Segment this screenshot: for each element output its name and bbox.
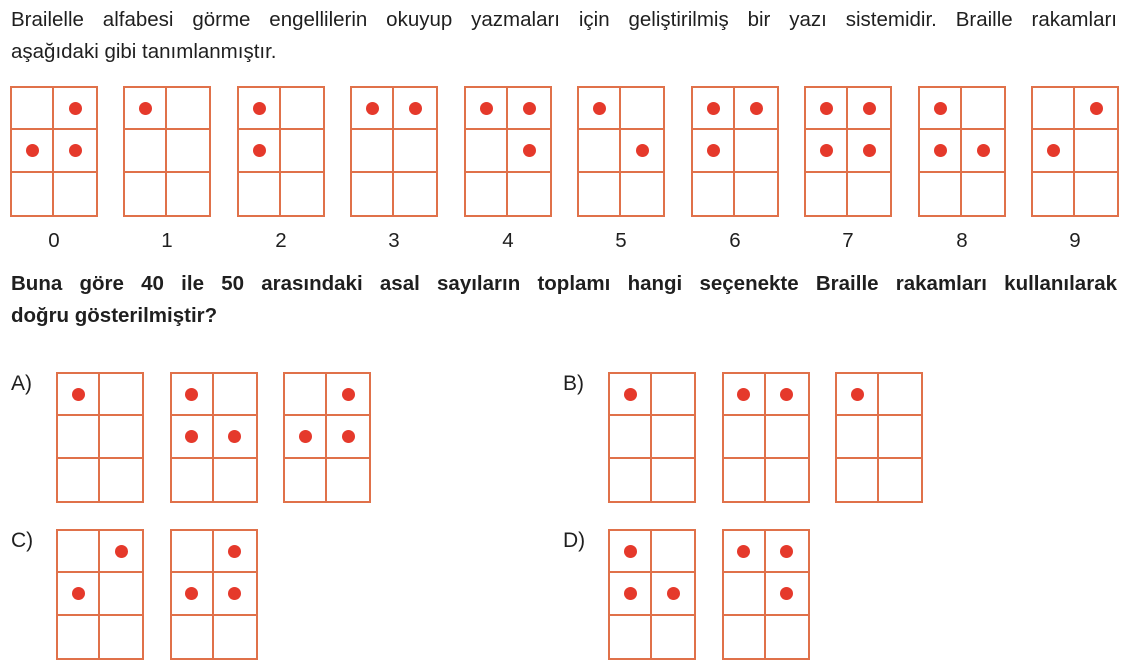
- braille-slot: [766, 616, 808, 658]
- braille-dot: [480, 102, 493, 115]
- question-line-2: doğru gösterilmiştir?: [11, 304, 218, 327]
- braille-slot: [285, 374, 327, 416]
- braille-slot: [920, 88, 962, 130]
- braille-dot: [342, 430, 355, 443]
- braille-cell-8: [918, 86, 1006, 217]
- braille-dot: [977, 144, 990, 157]
- braille-slot: [172, 374, 214, 416]
- braille-slot: [100, 416, 142, 458]
- braille-slot: [466, 88, 508, 130]
- braille-slot: [837, 416, 879, 458]
- braille-slot: [1075, 173, 1117, 215]
- braille-dot: [667, 587, 680, 600]
- braille-slot: [806, 173, 848, 215]
- braille-dot: [26, 144, 39, 157]
- option-b-cell-1: [608, 372, 696, 503]
- braille-slot: [214, 531, 256, 573]
- braille-dot: [707, 102, 720, 115]
- braille-cell-1: [123, 86, 211, 217]
- braille-slot: [652, 459, 694, 501]
- braille-cell-7: [804, 86, 892, 217]
- braille-dot: [342, 388, 355, 401]
- braille-dot: [139, 102, 152, 115]
- digit-label-1: 1: [161, 229, 173, 252]
- digit-label-9: 9: [1069, 229, 1081, 252]
- option-label-a[interactable]: A): [11, 372, 32, 395]
- braille-slot: [167, 130, 209, 172]
- braille-slot: [579, 130, 621, 172]
- braille-slot: [327, 374, 369, 416]
- braille-dot: [185, 587, 198, 600]
- braille-slot: [693, 173, 735, 215]
- braille-slot: [610, 374, 652, 416]
- braille-slot: [962, 173, 1004, 215]
- braille-slot: [652, 416, 694, 458]
- braille-slot: [920, 130, 962, 172]
- braille-slot: [214, 459, 256, 501]
- braille-slot: [58, 531, 100, 573]
- digit-label-8: 8: [956, 229, 968, 252]
- braille-slot: [12, 88, 54, 130]
- braille-slot: [766, 573, 808, 615]
- braille-slot: [579, 173, 621, 215]
- braille-slot: [735, 88, 777, 130]
- braille-slot: [652, 573, 694, 615]
- braille-dot: [299, 430, 312, 443]
- digit-label-7: 7: [842, 229, 854, 252]
- braille-slot: [879, 374, 921, 416]
- braille-dot: [185, 388, 198, 401]
- braille-slot: [724, 531, 766, 573]
- braille-dot: [185, 430, 198, 443]
- braille-dot: [228, 545, 241, 558]
- braille-slot: [100, 531, 142, 573]
- braille-slot: [239, 130, 281, 172]
- intro-line-2: aşağıdaki gibi tanımlanmıştır.: [11, 40, 277, 63]
- braille-slot: [239, 173, 281, 215]
- braille-slot: [167, 173, 209, 215]
- braille-slot: [125, 130, 167, 172]
- braille-slot: [100, 616, 142, 658]
- braille-slot: [621, 173, 663, 215]
- braille-slot: [766, 374, 808, 416]
- braille-slot: [214, 573, 256, 615]
- braille-cell-0: [10, 86, 98, 217]
- option-d-cell-1: [608, 529, 696, 660]
- braille-slot: [58, 416, 100, 458]
- braille-slot: [214, 416, 256, 458]
- braille-slot: [879, 416, 921, 458]
- digit-label-0: 0: [48, 229, 60, 252]
- braille-slot: [54, 173, 96, 215]
- digit-label-2: 2: [275, 229, 287, 252]
- braille-slot: [281, 88, 323, 130]
- braille-slot: [806, 88, 848, 130]
- braille-slot: [327, 459, 369, 501]
- braille-dot: [737, 545, 750, 558]
- braille-slot: [610, 616, 652, 658]
- braille-cell-6: [691, 86, 779, 217]
- digit-label-6: 6: [729, 229, 741, 252]
- braille-dot: [228, 430, 241, 443]
- braille-slot: [125, 88, 167, 130]
- braille-slot: [172, 573, 214, 615]
- braille-dot: [780, 545, 793, 558]
- braille-slot: [508, 130, 550, 172]
- braille-slot: [172, 416, 214, 458]
- option-b-cell-2: [722, 372, 810, 503]
- braille-dot: [253, 102, 266, 115]
- braille-slot: [58, 374, 100, 416]
- braille-dot: [707, 144, 720, 157]
- digit-label-5: 5: [615, 229, 627, 252]
- braille-slot: [579, 88, 621, 130]
- braille-dot: [366, 102, 379, 115]
- braille-slot: [172, 531, 214, 573]
- braille-slot: [239, 88, 281, 130]
- braille-slot: [879, 459, 921, 501]
- braille-slot: [12, 130, 54, 172]
- braille-slot: [652, 616, 694, 658]
- braille-slot: [962, 88, 1004, 130]
- braille-slot: [285, 459, 327, 501]
- braille-slot: [920, 173, 962, 215]
- question-line-1: Buna göre 40 ile 50 arasındaki asal sayıların toplamı hangi seçenekte Braille rakamları kullanılarak: [11, 272, 1117, 295]
- braille-dot: [934, 144, 947, 157]
- braille-dot: [72, 587, 85, 600]
- braille-slot: [394, 173, 436, 215]
- braille-dot: [851, 388, 864, 401]
- option-c-cell-2: [170, 529, 258, 660]
- braille-dot: [69, 102, 82, 115]
- braille-slot: [100, 459, 142, 501]
- digit-label-3: 3: [388, 229, 400, 252]
- option-b-cell-3: [835, 372, 923, 503]
- braille-slot: [652, 531, 694, 573]
- braille-slot: [621, 88, 663, 130]
- braille-slot: [610, 531, 652, 573]
- braille-dot: [863, 102, 876, 115]
- braille-dot: [1090, 102, 1103, 115]
- braille-slot: [100, 573, 142, 615]
- braille-dot: [624, 545, 637, 558]
- option-a-cell-1: [56, 372, 144, 503]
- braille-slot: [281, 173, 323, 215]
- braille-cell-4: [464, 86, 552, 217]
- braille-slot: [54, 130, 96, 172]
- braille-cell-2: [237, 86, 325, 217]
- braille-slot: [285, 416, 327, 458]
- braille-slot: [610, 416, 652, 458]
- braille-slot: [766, 531, 808, 573]
- braille-slot: [735, 173, 777, 215]
- braille-slot: [848, 88, 890, 130]
- braille-slot: [724, 573, 766, 615]
- braille-slot: [766, 459, 808, 501]
- question-text: [11, 268, 1117, 332]
- braille-slot: [724, 616, 766, 658]
- braille-slot: [1033, 130, 1075, 172]
- braille-slot: [848, 130, 890, 172]
- braille-slot: [766, 416, 808, 458]
- braille-slot: [214, 374, 256, 416]
- braille-slot: [1075, 130, 1117, 172]
- braille-slot: [167, 88, 209, 130]
- braille-dot: [863, 144, 876, 157]
- braille-slot: [172, 459, 214, 501]
- braille-slot: [508, 173, 550, 215]
- braille-dot: [934, 102, 947, 115]
- braille-slot: [1033, 173, 1075, 215]
- braille-dot: [115, 545, 128, 558]
- braille-slot: [610, 573, 652, 615]
- braille-slot: [610, 459, 652, 501]
- braille-slot: [394, 88, 436, 130]
- braille-slot: [693, 130, 735, 172]
- intro-text: [11, 4, 1117, 68]
- braille-slot: [1033, 88, 1075, 130]
- braille-dot: [523, 102, 536, 115]
- braille-dot: [750, 102, 763, 115]
- braille-slot: [735, 130, 777, 172]
- braille-slot: [837, 459, 879, 501]
- braille-dot: [624, 388, 637, 401]
- braille-slot: [58, 573, 100, 615]
- braille-slot: [352, 88, 394, 130]
- braille-slot: [125, 173, 167, 215]
- braille-cell-5: [577, 86, 665, 217]
- braille-slot: [58, 459, 100, 501]
- braille-slot: [1075, 88, 1117, 130]
- braille-slot: [806, 130, 848, 172]
- braille-slot: [466, 173, 508, 215]
- braille-slot: [58, 616, 100, 658]
- option-a-cell-3: [283, 372, 371, 503]
- braille-slot: [394, 130, 436, 172]
- braille-slot: [724, 374, 766, 416]
- braille-dot: [409, 102, 422, 115]
- braille-dot: [737, 388, 750, 401]
- intro-line-1: Brailelle alfabesi görme engellilerin okuyup yazmaları için geliştirilmiş bir yazı sistemidir. Braille rakamları: [11, 8, 1117, 31]
- braille-dot: [1047, 144, 1060, 157]
- braille-slot: [508, 88, 550, 130]
- braille-slot: [281, 130, 323, 172]
- option-d-cell-2: [722, 529, 810, 660]
- braille-dot: [780, 388, 793, 401]
- braille-slot: [837, 374, 879, 416]
- braille-slot: [352, 173, 394, 215]
- braille-slot: [621, 130, 663, 172]
- braille-slot: [100, 374, 142, 416]
- braille-slot: [652, 374, 694, 416]
- braille-slot: [54, 88, 96, 130]
- braille-slot: [327, 416, 369, 458]
- braille-dot: [593, 102, 606, 115]
- braille-slot: [12, 173, 54, 215]
- option-a-cell-2: [170, 372, 258, 503]
- braille-slot: [962, 130, 1004, 172]
- option-c-cell-1: [56, 529, 144, 660]
- braille-slot: [724, 416, 766, 458]
- braille-dot: [253, 144, 266, 157]
- braille-dot: [228, 587, 241, 600]
- braille-dot: [636, 144, 649, 157]
- braille-dot: [72, 388, 85, 401]
- braille-slot: [352, 130, 394, 172]
- option-label-b[interactable]: B): [563, 372, 584, 395]
- braille-dot: [780, 587, 793, 600]
- braille-slot: [848, 173, 890, 215]
- braille-cell-9: [1031, 86, 1119, 217]
- braille-slot: [214, 616, 256, 658]
- braille-slot: [693, 88, 735, 130]
- braille-dot: [820, 102, 833, 115]
- option-label-d[interactable]: D): [563, 529, 586, 552]
- digit-label-4: 4: [502, 229, 514, 252]
- braille-dot: [69, 144, 82, 157]
- braille-slot: [466, 130, 508, 172]
- braille-cell-3: [350, 86, 438, 217]
- option-label-c[interactable]: C): [11, 529, 34, 552]
- braille-slot: [724, 459, 766, 501]
- braille-dot: [523, 144, 536, 157]
- braille-dot: [624, 587, 637, 600]
- braille-dot: [820, 144, 833, 157]
- braille-slot: [172, 616, 214, 658]
